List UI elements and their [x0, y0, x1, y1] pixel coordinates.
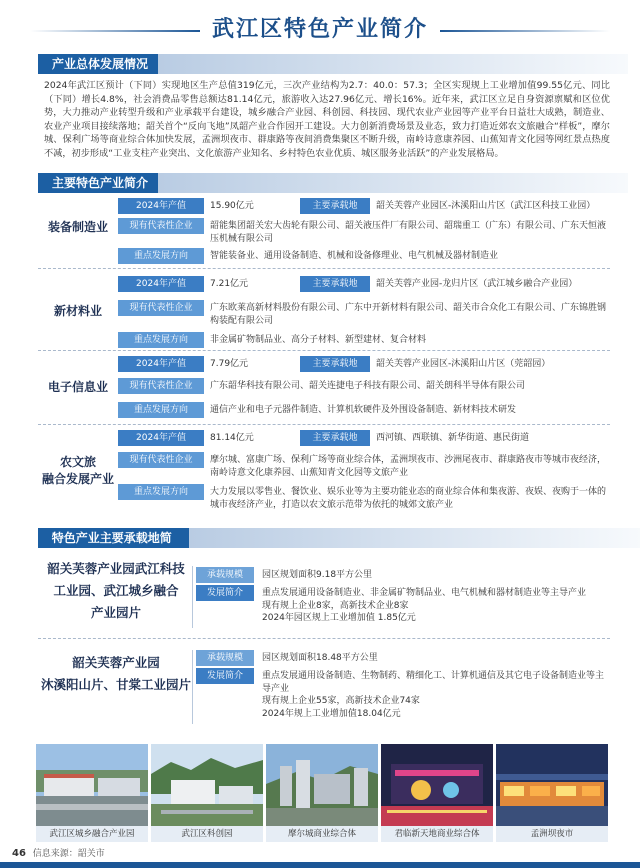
divider — [38, 350, 610, 351]
photo-card — [266, 744, 378, 842]
base-dev-row — [196, 668, 604, 720]
label-scale: 承载规模 — [196, 567, 254, 583]
label-carrier: 主要承载地 — [300, 198, 370, 214]
industry-companies: 广东韶华科技有限公司、韶关连捷电子科技有限公司、韶关朗科半导体有限公司 — [210, 381, 526, 391]
label-companies: 现有代表性企业 — [118, 378, 204, 394]
industry-name: 农文旅 融合发展产业 — [41, 455, 114, 486]
photo-card — [36, 744, 148, 842]
page-footer — [12, 846, 105, 859]
title-decoration-left — [30, 30, 200, 32]
industry-companies: 摩尔城、富康广场、保利广场等商业综合体，孟洲坝夜市、沙洲尾夜市、群康路夜市等城市夜经济，南岭诗意文化康养园、山蕉知青文化园等文旅产业 — [210, 455, 607, 478]
section-title: 主要特色产业简介 — [46, 173, 158, 193]
industry-block — [38, 354, 610, 424]
photo-card — [496, 744, 608, 842]
overview-paragraph: 2024年武江区预计（下同）实现地区生产总值319亿元，三次产业结构为2.7：40.0：57.3；全区实现规上工业增加值99.55亿元、同比（下同）增长4.8%，社会消费品零售总额达81.14亿元，旅游收入达27.96亿元、增长16%。近年来，武江区立足自身资源禀赋和区位优势，大力推动产业转型升级和产业承载平台建设，城乡融合产业园、科创园、科技园、现代农业产业园等产业平台日益壮大成熟，制造业、农业产业项目接续落地；韶关首个“反向飞地”凤韶产业合作园开工建设。大力创新消费场景及业态，致力打造近郊农文旅融合“样板”，摩尔城、保利广场等商业综合体加快发展，孟洲坝夜市、群康路等夜间消费集聚区不断升级，南岭诗意康养园、山蕉知青文化园等网红景点热度不减，初步形成“工业支柱产业突出、文化旅游产业知名、乡村特色农业优质、城区服务业活跃”的产业发展格局。 — [44, 80, 610, 159]
photo-caption: 武江区城乡融合产业园 — [36, 826, 148, 842]
label-dev: 发展简介 — [196, 668, 254, 684]
label-value: 2024年产值 — [118, 356, 204, 372]
industry-carrier: 韶关芙蓉产业园区-沐溪阳山片区（武江区科技工业园） — [376, 201, 596, 211]
industry-name: 装备制造业 — [47, 219, 108, 234]
photo-caption: 孟洲坝夜市 — [496, 826, 608, 842]
night-market-photo — [496, 744, 608, 826]
industry-carrier: 韶关芙蓉产业园-龙归片区（武江城乡融合产业园） — [376, 279, 578, 289]
section-header-industries — [38, 173, 628, 193]
label-value: 2024年产值 — [118, 430, 204, 446]
base-name: 韶关芙蓉产业园武江科技 工业园、武江城乡融合 产业园片 — [47, 561, 185, 620]
industry-block — [38, 196, 610, 266]
industry-companies: 广东欧莱高新材料股份有限公司、广东中开新材料有限公司、韶关市合众化工有限公司、广东锦胜钢构装配有限公司 — [210, 303, 607, 326]
label-scale: 承载规模 — [196, 650, 254, 666]
page-number: 46 — [12, 848, 26, 859]
industry-name: 电子信息业 — [47, 379, 108, 394]
base-dev: 重点发展通用设备制造业、非金属矿物制品业、电气机械和器材制造业等主导产业 现有规上企业8家，高新技术企业8家 2024年园区规上工业增加值 1.85亿元 — [262, 588, 587, 624]
section-header-overview — [38, 54, 628, 74]
section-title: 特色产业主要承载地简介 — [46, 528, 189, 548]
industry-block — [38, 274, 610, 348]
label-companies: 现有代表性企业 — [118, 452, 204, 468]
industry-companies: 韶能集团韶关宏大齿轮有限公司、韶关液压件厂有限公司、韶瑞重工（广东）有限公司、广东天恒液压机械有限公司 — [210, 221, 607, 244]
divider — [38, 638, 610, 639]
label-carrier: 主要承载地 — [300, 276, 370, 292]
label-direction: 重点发展方向 — [118, 332, 204, 348]
label-direction: 重点发展方向 — [118, 484, 204, 500]
base-scale-row — [196, 567, 604, 583]
section-title: 产业总体发展情况 — [46, 54, 158, 74]
industry-carrier: 韶关芙蓉产业园区-沐溪阳山片区（莞韶园） — [376, 359, 551, 369]
photo-caption: 摩尔城商业综合体 — [266, 826, 378, 842]
base-scale: 园区规划面积18.48平方公里 — [262, 653, 378, 663]
industry-value: 7.21亿元 — [210, 279, 249, 289]
base-dev: 重点发展通用设备制造、生物制药、精细化工、计算机通信及其它电子设备制造业等主导产业 现有规上企业55家，高新技术企业74家 2024年规上工业增加值18.04亿元 — [262, 671, 605, 719]
base-scale-row — [196, 650, 604, 666]
industry-value: 15.90亿元 — [210, 201, 254, 211]
industry-direction: 大力发展以零售业、餐饮业、娱乐业等为主要功能业态的商业综合体和集夜游、夜娱、夜购于一体的城市夜经济产业，打造以农文旅示范带为依托的城郊文旅产业 — [210, 487, 607, 510]
industry-direction: 非金属矿物制品业、高分子材料、新型建材、复合材料 — [210, 335, 427, 345]
divider — [38, 268, 610, 269]
label-dev: 发展简介 — [196, 585, 254, 601]
page-title: 武江区特色产业简介 — [211, 17, 428, 42]
industrial-park-photo — [36, 744, 148, 826]
innovation-park-photo — [151, 744, 263, 826]
label-value: 2024年产值 — [118, 198, 204, 214]
photo-card — [151, 744, 263, 842]
title-decoration-right — [440, 30, 610, 32]
bottom-bar — [0, 862, 640, 868]
photo-card — [381, 744, 493, 842]
label-companies: 现有代表性企业 — [118, 300, 204, 316]
label-carrier: 主要承载地 — [300, 356, 370, 372]
title-banner — [0, 6, 640, 52]
shopping-mall-photo — [266, 744, 378, 826]
divider — [38, 424, 610, 425]
label-companies: 现有代表性企业 — [118, 218, 204, 234]
label-value: 2024年产值 — [118, 276, 204, 292]
industry-value: 7.79亿元 — [210, 359, 249, 369]
section-header-bases — [38, 528, 640, 565]
label-carrier: 主要承载地 — [300, 430, 370, 446]
label-direction: 重点发展方向 — [118, 402, 204, 418]
night-commercial-photo — [381, 744, 493, 826]
base-separator — [192, 650, 193, 724]
label-direction: 重点发展方向 — [118, 248, 204, 264]
base-name: 韶关芙蓉产业园 沐溪阳山片、甘棠工业园片 — [40, 655, 191, 692]
base-dev-row — [196, 585, 604, 625]
industry-name: 新材料业 — [53, 303, 102, 318]
source-note: 信息来源：韶关市 — [32, 849, 105, 859]
industry-value: 81.14亿元 — [210, 433, 254, 443]
industry-block — [38, 428, 610, 516]
photo-strip — [36, 744, 608, 842]
industry-carrier: 西河镇、西联镇、新华街道、惠民街道 — [376, 433, 530, 443]
base-scale: 园区规划面积9.18平方公里 — [262, 570, 373, 580]
industry-direction: 通信产业和电子元器件制造、计算机软硬件及外围设备制造、新材料技术研发 — [210, 405, 517, 415]
photo-caption: 武江区科创园 — [151, 826, 263, 842]
photo-caption: 君临新天地商业综合体 — [381, 826, 493, 842]
base-separator — [192, 566, 193, 628]
industry-direction: 智能装备业、通用设备制造、机械和设备修理业、电气机械及器材制造业 — [210, 251, 499, 261]
